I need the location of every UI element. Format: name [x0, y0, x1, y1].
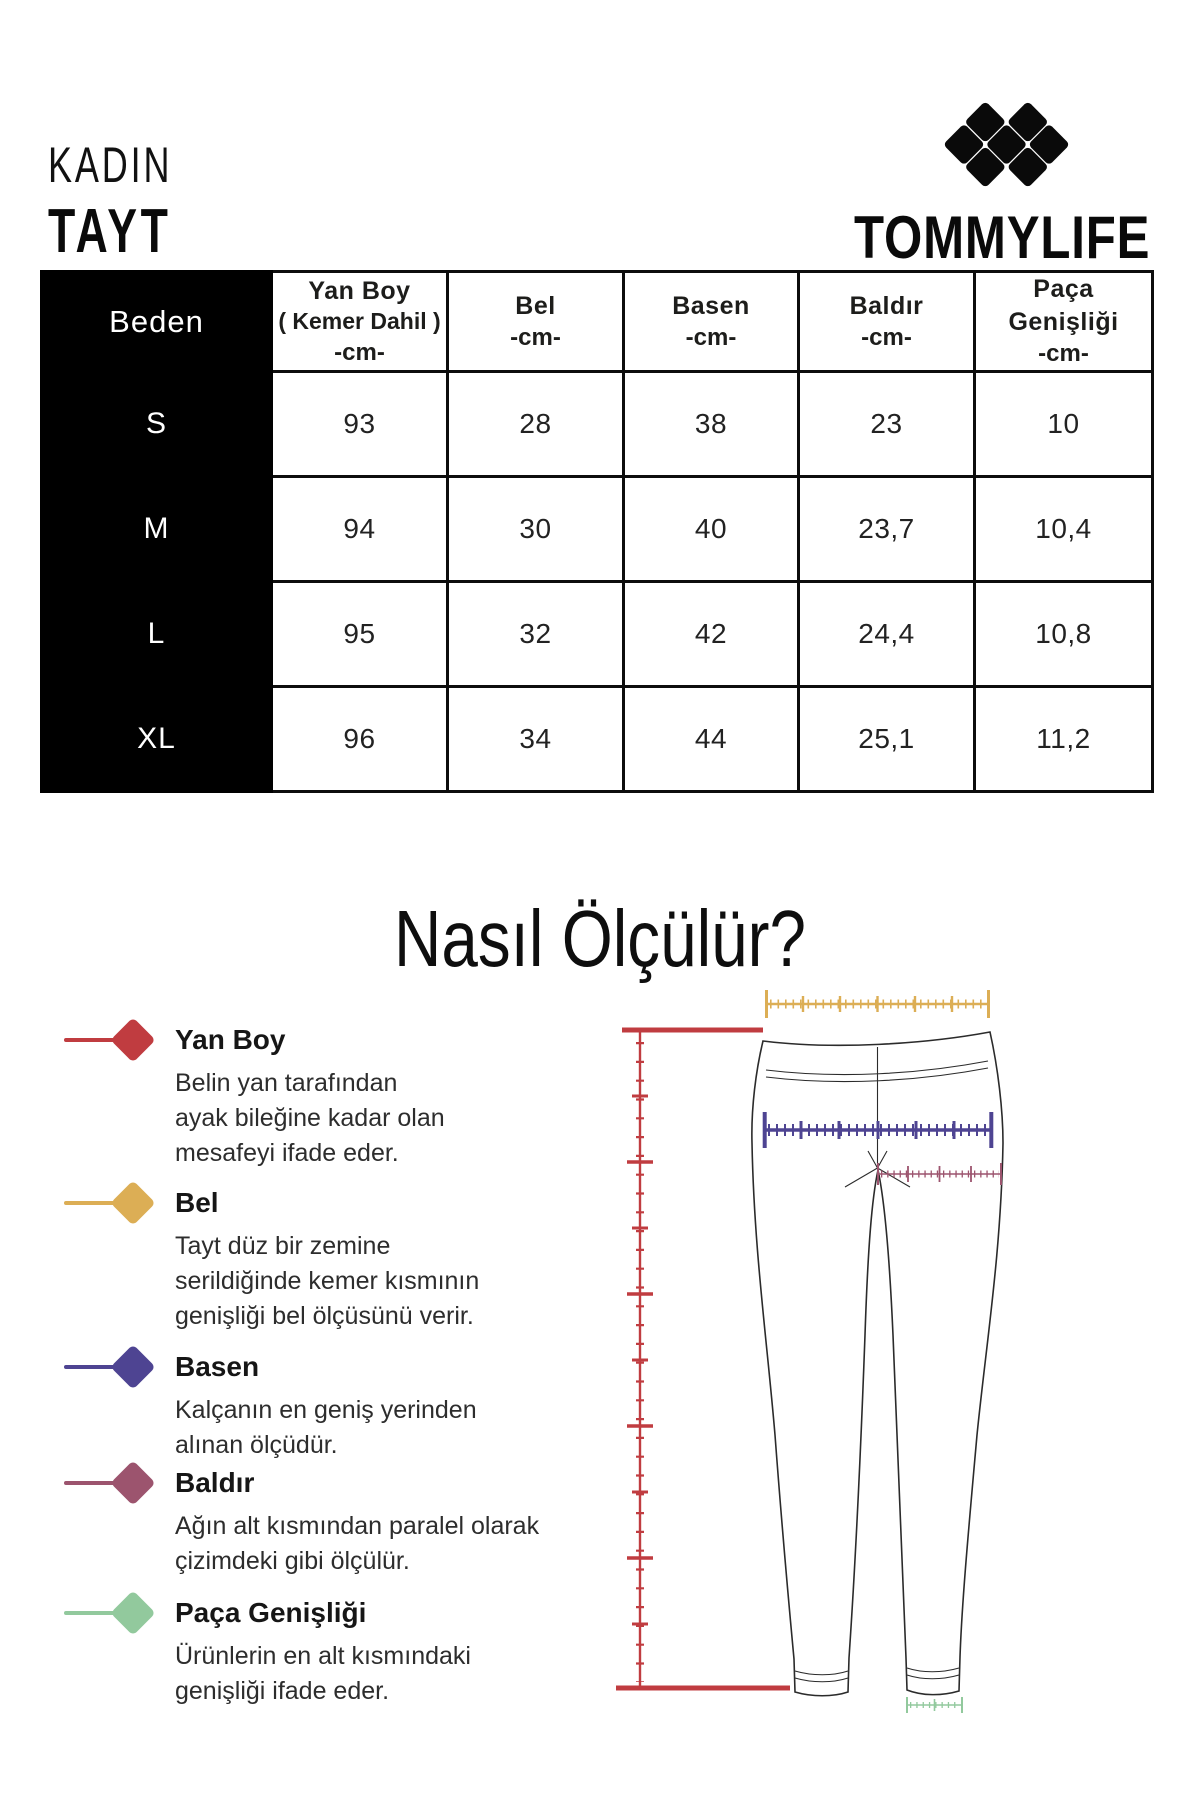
size-label-l: L: [42, 582, 272, 687]
table-header-yan-boy: Yan Boy ( Kemer Dahil ) -cm-: [272, 272, 448, 372]
baldir-diamond-icon: [110, 1460, 155, 1505]
cell-s-baldir: 23: [799, 372, 975, 477]
cell-m-yan-boy: 94: [272, 477, 448, 582]
cell-l-yan-boy: 95: [272, 582, 448, 687]
how-to-measure-title: Nasıl Ölçülür?: [394, 894, 806, 983]
bel-ruler: [765, 990, 990, 1018]
cell-xl-bel: 34: [448, 687, 624, 792]
baldir-marker: [58, 1466, 158, 1502]
cell-l-bel: 32: [448, 582, 624, 687]
cell-m-basen: 40: [624, 477, 799, 582]
legend-name-bel: Bel: [175, 1187, 219, 1218]
table-header-row: [42, 272, 1153, 372]
table-row-l: [42, 582, 1153, 687]
cell-m-paca: 10,4: [975, 477, 1153, 582]
table-row-m: [42, 477, 1153, 582]
cell-s-bel: 28: [448, 372, 624, 477]
legend-item-bel: [58, 1186, 538, 1334]
legend-name-paca: Paça Genişliği: [175, 1597, 367, 1628]
cell-xl-paca: 11,2: [975, 687, 1153, 792]
category-title: KADIN: [48, 137, 173, 193]
cell-xl-yan-boy: 96: [272, 687, 448, 792]
size-label-m: M: [42, 477, 272, 582]
basen-diamond-icon: [110, 1344, 155, 1389]
legend-item-yan-boy: [58, 1023, 538, 1171]
cell-m-baldir: 23,7: [799, 477, 975, 582]
legend-name-yan-boy: Yan Boy: [175, 1024, 286, 1055]
legend-name-basen: Basen: [175, 1351, 260, 1382]
table-corner-header: Beden: [42, 272, 272, 372]
paca-diamond-icon: [110, 1590, 155, 1635]
table-header-baldir: Baldır -cm-: [799, 272, 975, 372]
basen-marker: [58, 1350, 158, 1386]
cell-l-paca: 10,8: [975, 582, 1153, 687]
table-header-paca-genisligi: Paça Genişliği -cm-: [975, 272, 1153, 372]
cell-s-paca: 10: [975, 372, 1153, 477]
legend-item-baldir: [58, 1466, 538, 1579]
legend-desc-bel: Tayt düz bir zemine serildiğinde kemer kısmının genişliği bel ölçüsünü verir.: [175, 1232, 480, 1330]
legend-item-basen: [58, 1350, 538, 1463]
brand-name: TOMMYLIFE: [853, 204, 1150, 271]
paca-marker: [58, 1596, 158, 1632]
leggings-measurement-diagram: [560, 960, 1060, 1760]
table-row-s: [42, 372, 1153, 477]
yan-boy-diamond-icon: [110, 1017, 155, 1062]
cell-s-yan-boy: 93: [272, 372, 448, 477]
table-row-xl: [42, 687, 1153, 792]
cell-xl-basen: 44: [624, 687, 799, 792]
paca-ruler: [906, 1697, 963, 1713]
yan-boy-marker: [58, 1023, 158, 1059]
table-header-bel: Bel -cm-: [448, 272, 624, 372]
bel-marker: [58, 1186, 158, 1222]
legend-desc-paca: Ürünlerin en alt kısmındaki genişliği ifade eder.: [175, 1642, 471, 1705]
tommylife-diamonds-logo-icon: [943, 101, 1070, 188]
size-label-xl: XL: [42, 687, 272, 792]
legend-desc-yan-boy: Belin yan tarafından ayak bileğine kadar olan mesafeyi ifade eder.: [175, 1069, 445, 1167]
cell-m-bel: 30: [448, 477, 624, 582]
size-table: [40, 270, 1154, 793]
cell-xl-baldir: 25,1: [799, 687, 975, 792]
table-header-basen: Basen -cm-: [624, 272, 799, 372]
legend-name-baldir: Baldır: [175, 1467, 255, 1498]
size-label-s: S: [42, 372, 272, 477]
cell-l-basen: 42: [624, 582, 799, 687]
cell-l-baldir: 24,4: [799, 582, 975, 687]
bel-diamond-icon: [110, 1180, 155, 1225]
legend-desc-basen: Kalçanın en geniş yerinden alınan ölçüdür.: [175, 1396, 477, 1459]
legend-desc-baldir: Ağın alt kısmından paralel olarak çizimdeki gibi ölçülür.: [175, 1512, 540, 1575]
legend-item-paca-genisligi: [58, 1596, 538, 1709]
cell-s-basen: 38: [624, 372, 799, 477]
product-title: TAYT: [48, 197, 172, 266]
